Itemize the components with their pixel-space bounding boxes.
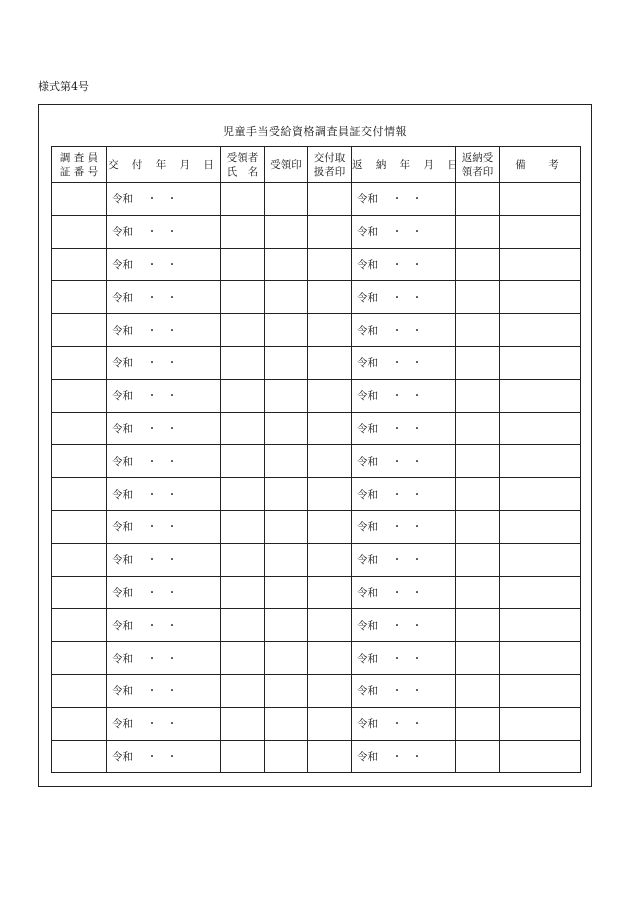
issuer-seal-cell[interactable] [308,346,352,379]
remarks-cell[interactable] [500,478,581,511]
issue-date-cell[interactable] [107,281,221,314]
date-separator: ・ [166,619,178,632]
date-separator: ・ [391,685,403,698]
issue-date-cell[interactable] [107,740,221,773]
date-separator: ・ [146,324,158,337]
date-separator: ・ [146,422,158,435]
return-receiver-seal-cell[interactable] [456,346,500,379]
recipient-name-cell[interactable] [221,314,265,347]
recipient-name-cell[interactable] [221,248,265,281]
date-separator: ・ [411,390,423,403]
date-separator: ・ [146,357,158,370]
return-receiver-seal-cell[interactable] [456,183,500,216]
return-date-cell[interactable] [352,510,456,543]
issuer-seal-cell[interactable] [308,543,352,576]
recipient-name-cell[interactable] [221,412,265,445]
issue-date-cell[interactable] [107,183,221,216]
date-separator: ・ [411,193,423,206]
date-separator: ・ [166,324,178,337]
return-date-cell[interactable] [352,609,456,642]
era-label: 令和 [112,422,133,435]
recipient-name-cell[interactable] [221,183,265,216]
era-label: 令和 [112,324,133,337]
recipient-name-cell[interactable] [221,445,265,478]
id-number-cell[interactable] [52,248,107,281]
col-header-id-number: 調 査 員 証 番 号 [52,147,107,183]
issuer-seal-cell[interactable] [308,248,352,281]
date-separator: ・ [411,226,423,239]
recipient-name-cell[interactable] [221,510,265,543]
issuer-seal-cell[interactable] [308,674,352,707]
issue-date-cell[interactable] [107,707,221,740]
return-date-cell[interactable] [352,543,456,576]
era-label: 令和 [357,258,378,271]
date-separator: ・ [411,357,423,370]
table-row [52,183,581,216]
id-number-cell[interactable] [52,510,107,543]
id-number-cell[interactable] [52,674,107,707]
era-label: 令和 [112,554,133,567]
issue-date-cell[interactable] [107,314,221,347]
receipt-seal-cell[interactable] [265,281,308,314]
date-separator: ・ [146,554,158,567]
recipient-name-cell[interactable] [221,740,265,773]
return-receiver-seal-cell[interactable] [456,215,500,248]
return-date-cell[interactable] [352,412,456,445]
table-row [52,543,581,576]
era-label: 令和 [112,357,133,370]
era-label: 令和 [357,488,378,501]
return-date-cell[interactable] [352,379,456,412]
date-separator: ・ [146,619,158,632]
table-row [52,248,581,281]
remarks-cell[interactable] [500,674,581,707]
date-separator: ・ [391,586,403,599]
remarks-cell[interactable] [500,609,581,642]
date-separator: ・ [391,324,403,337]
date-separator: ・ [391,619,403,632]
register-table [51,146,581,773]
form-number: 様式第4号 [38,80,89,93]
id-number-cell[interactable] [52,379,107,412]
date-separator: ・ [166,226,178,239]
col-header-issue-date: 交 付 年 月 日 [107,147,221,183]
remarks-cell[interactable] [500,183,581,216]
date-separator: ・ [146,226,158,239]
remarks-cell[interactable] [500,314,581,347]
date-separator: ・ [166,357,178,370]
date-separator: ・ [166,258,178,271]
col-header-issuer-seal: 交付取 扱者印 [308,147,352,183]
date-separator: ・ [146,521,158,534]
era-label: 令和 [112,586,133,599]
date-separator: ・ [166,390,178,403]
table-row [52,740,581,773]
date-separator: ・ [391,652,403,665]
receipt-seal-cell[interactable] [265,314,308,347]
receipt-seal-cell[interactable] [265,543,308,576]
date-separator: ・ [411,324,423,337]
remarks-cell[interactable] [500,445,581,478]
table-row [52,478,581,511]
table-row [52,379,581,412]
date-separator: ・ [166,685,178,698]
issuer-seal-cell[interactable] [308,576,352,609]
date-separator: ・ [166,455,178,468]
recipient-name-cell[interactable] [221,281,265,314]
date-separator: ・ [146,652,158,665]
recipient-name-cell[interactable] [221,576,265,609]
era-label: 令和 [112,455,133,468]
remarks-cell[interactable] [500,642,581,675]
issue-date-cell[interactable] [107,510,221,543]
form-frame [38,104,592,787]
return-receiver-seal-cell[interactable] [456,642,500,675]
return-date-cell[interactable] [352,674,456,707]
remarks-cell[interactable] [500,281,581,314]
header-row [52,147,581,183]
return-receiver-seal-cell[interactable] [456,576,500,609]
era-label: 令和 [357,718,378,731]
recipient-name-cell[interactable] [221,642,265,675]
date-separator: ・ [166,586,178,599]
remarks-cell[interactable] [500,510,581,543]
era-label: 令和 [357,685,378,698]
date-separator: ・ [391,258,403,271]
receipt-seal-cell[interactable] [265,379,308,412]
return-receiver-seal-cell[interactable] [456,740,500,773]
table-row [52,510,581,543]
date-separator: ・ [411,521,423,534]
return-date-cell[interactable] [352,183,456,216]
issue-date-cell[interactable] [107,642,221,675]
table-row [52,314,581,347]
recipient-name-cell[interactable] [221,379,265,412]
return-receiver-seal-cell[interactable] [456,314,500,347]
date-separator: ・ [391,488,403,501]
table-row [52,642,581,675]
date-separator: ・ [411,652,423,665]
era-label: 令和 [357,422,378,435]
date-separator: ・ [146,291,158,304]
recipient-name-cell[interactable] [221,707,265,740]
era-label: 令和 [112,291,133,304]
date-separator: ・ [166,750,178,763]
date-separator: ・ [146,750,158,763]
date-separator: ・ [411,586,423,599]
id-number-cell[interactable] [52,215,107,248]
table-row [52,609,581,642]
return-date-cell[interactable] [352,314,456,347]
issue-date-cell[interactable] [107,346,221,379]
date-separator: ・ [146,193,158,206]
remarks-cell[interactable] [500,740,581,773]
remarks-cell[interactable] [500,379,581,412]
col-header-recipient-name: 受領者 氏 名 [221,147,265,183]
return-receiver-seal-cell[interactable] [456,510,500,543]
register-body [52,183,581,773]
date-separator: ・ [146,488,158,501]
era-label: 令和 [112,619,133,632]
date-separator: ・ [391,422,403,435]
date-separator: ・ [391,718,403,731]
date-separator: ・ [411,718,423,731]
date-separator: ・ [146,685,158,698]
era-label: 令和 [357,390,378,403]
return-date-cell[interactable] [352,478,456,511]
date-separator: ・ [391,390,403,403]
era-label: 令和 [357,554,378,567]
era-label: 令和 [357,193,378,206]
return-date-cell[interactable] [352,281,456,314]
date-separator: ・ [166,554,178,567]
receipt-seal-cell[interactable] [265,510,308,543]
date-separator: ・ [166,488,178,501]
issuer-seal-cell[interactable] [308,281,352,314]
receipt-seal-cell[interactable] [265,609,308,642]
date-separator: ・ [166,422,178,435]
date-separator: ・ [146,258,158,271]
date-separator: ・ [391,554,403,567]
issuer-seal-cell[interactable] [308,183,352,216]
return-date-cell[interactable] [352,707,456,740]
remarks-cell[interactable] [500,215,581,248]
date-separator: ・ [411,455,423,468]
return-receiver-seal-cell[interactable] [456,609,500,642]
issuer-seal-cell[interactable] [308,642,352,675]
id-number-cell[interactable] [52,740,107,773]
issuer-seal-cell[interactable] [308,609,352,642]
date-separator: ・ [391,750,403,763]
remarks-cell[interactable] [500,707,581,740]
issuer-seal-cell[interactable] [308,510,352,543]
id-number-cell[interactable] [52,346,107,379]
return-date-cell[interactable] [352,248,456,281]
era-label: 令和 [112,193,133,206]
date-separator: ・ [166,193,178,206]
date-separator: ・ [411,422,423,435]
date-separator: ・ [166,718,178,731]
era-label: 令和 [357,652,378,665]
date-separator: ・ [146,718,158,731]
return-date-cell[interactable] [352,346,456,379]
remarks-cell[interactable] [500,412,581,445]
id-number-cell[interactable] [52,642,107,675]
date-separator: ・ [391,357,403,370]
date-separator: ・ [411,685,423,698]
date-separator: ・ [166,291,178,304]
issue-date-cell[interactable] [107,576,221,609]
issue-date-cell[interactable] [107,478,221,511]
recipient-name-cell[interactable] [221,478,265,511]
issuer-seal-cell[interactable] [308,445,352,478]
recipient-name-cell[interactable] [221,215,265,248]
return-date-cell[interactable] [352,445,456,478]
id-number-cell[interactable] [52,281,107,314]
date-separator: ・ [391,521,403,534]
receipt-seal-cell[interactable] [265,445,308,478]
date-separator: ・ [391,455,403,468]
id-number-cell[interactable] [52,609,107,642]
issue-date-cell[interactable] [107,445,221,478]
receipt-seal-cell[interactable] [265,674,308,707]
return-date-cell[interactable] [352,215,456,248]
era-label: 令和 [357,291,378,304]
era-label: 令和 [357,521,378,534]
issue-date-cell[interactable] [107,412,221,445]
era-label: 令和 [357,226,378,239]
date-separator: ・ [391,226,403,239]
issue-date-cell[interactable] [107,543,221,576]
form-title: 児童手当受給資格調査員証交付情報 [223,125,407,138]
date-separator: ・ [391,291,403,304]
remarks-cell[interactable] [500,543,581,576]
issuer-seal-cell[interactable] [308,379,352,412]
receipt-seal-cell[interactable] [265,412,308,445]
id-number-cell[interactable] [52,314,107,347]
col-header-return-receiver-seal: 返納受 領者印 [456,147,500,183]
return-receiver-seal-cell[interactable] [456,379,500,412]
date-separator: ・ [166,521,178,534]
receipt-seal-cell[interactable] [265,642,308,675]
era-label: 令和 [112,750,133,763]
recipient-name-cell[interactable] [221,346,265,379]
era-label: 令和 [112,718,133,731]
return-receiver-seal-cell[interactable] [456,248,500,281]
table-row [52,445,581,478]
era-label: 令和 [357,324,378,337]
receipt-seal-cell[interactable] [265,576,308,609]
date-separator: ・ [146,390,158,403]
issuer-seal-cell[interactable] [308,314,352,347]
era-label: 令和 [112,685,133,698]
issue-date-cell[interactable] [107,674,221,707]
id-number-cell[interactable] [52,478,107,511]
receipt-seal-cell[interactable] [265,183,308,216]
col-header-receipt-seal: 受領印 [265,147,308,183]
receipt-seal-cell[interactable] [265,248,308,281]
return-receiver-seal-cell[interactable] [456,543,500,576]
issuer-seal-cell[interactable] [308,478,352,511]
return-receiver-seal-cell[interactable] [456,707,500,740]
date-separator: ・ [411,619,423,632]
id-number-cell[interactable] [52,543,107,576]
date-separator: ・ [411,258,423,271]
issuer-seal-cell[interactable] [308,707,352,740]
return-date-cell[interactable] [352,576,456,609]
table-row [52,346,581,379]
date-separator: ・ [411,291,423,304]
recipient-name-cell[interactable] [221,543,265,576]
id-number-cell[interactable] [52,576,107,609]
receipt-seal-cell[interactable] [265,478,308,511]
receipt-seal-cell[interactable] [265,740,308,773]
era-label: 令和 [112,390,133,403]
table-row [52,215,581,248]
return-date-cell[interactable] [352,740,456,773]
return-receiver-seal-cell[interactable] [456,478,500,511]
issuer-seal-cell[interactable] [308,740,352,773]
era-label: 令和 [357,619,378,632]
id-number-cell[interactable] [52,707,107,740]
issue-date-cell[interactable] [107,215,221,248]
return-receiver-seal-cell[interactable] [456,674,500,707]
era-label: 令和 [357,750,378,763]
era-label: 令和 [112,652,133,665]
date-separator: ・ [411,488,423,501]
date-separator: ・ [146,455,158,468]
col-header-remarks: 備 考 [500,147,581,183]
col-header-return-date: 返 納 年 月 日 [352,147,456,183]
era-label: 令和 [357,455,378,468]
remarks-cell[interactable] [500,248,581,281]
id-number-cell[interactable] [52,445,107,478]
era-label: 令和 [112,488,133,501]
table-row [52,412,581,445]
issuer-seal-cell[interactable] [308,215,352,248]
era-label: 令和 [357,357,378,370]
era-label: 令和 [112,521,133,534]
era-label: 令和 [112,258,133,271]
receipt-seal-cell[interactable] [265,346,308,379]
era-label: 令和 [112,226,133,239]
receipt-seal-cell[interactable] [265,707,308,740]
id-number-cell[interactable] [52,412,107,445]
date-separator: ・ [411,750,423,763]
table-row [52,576,581,609]
id-number-cell[interactable] [52,183,107,216]
return-receiver-seal-cell[interactable] [456,445,500,478]
return-receiver-seal-cell[interactable] [456,281,500,314]
era-label: 令和 [357,586,378,599]
issue-date-cell[interactable] [107,379,221,412]
recipient-name-cell[interactable] [221,609,265,642]
table-row [52,674,581,707]
date-separator: ・ [146,586,158,599]
return-date-cell[interactable] [352,642,456,675]
date-separator: ・ [411,554,423,567]
remarks-cell[interactable] [500,576,581,609]
table-row [52,281,581,314]
date-separator: ・ [166,652,178,665]
table-row [52,707,581,740]
date-separator: ・ [391,193,403,206]
issue-date-cell[interactable] [107,609,221,642]
issuer-seal-cell[interactable] [308,412,352,445]
remarks-cell[interactable] [500,346,581,379]
recipient-name-cell[interactable] [221,674,265,707]
return-receiver-seal-cell[interactable] [456,412,500,445]
issue-date-cell[interactable] [107,248,221,281]
receipt-seal-cell[interactable] [265,215,308,248]
